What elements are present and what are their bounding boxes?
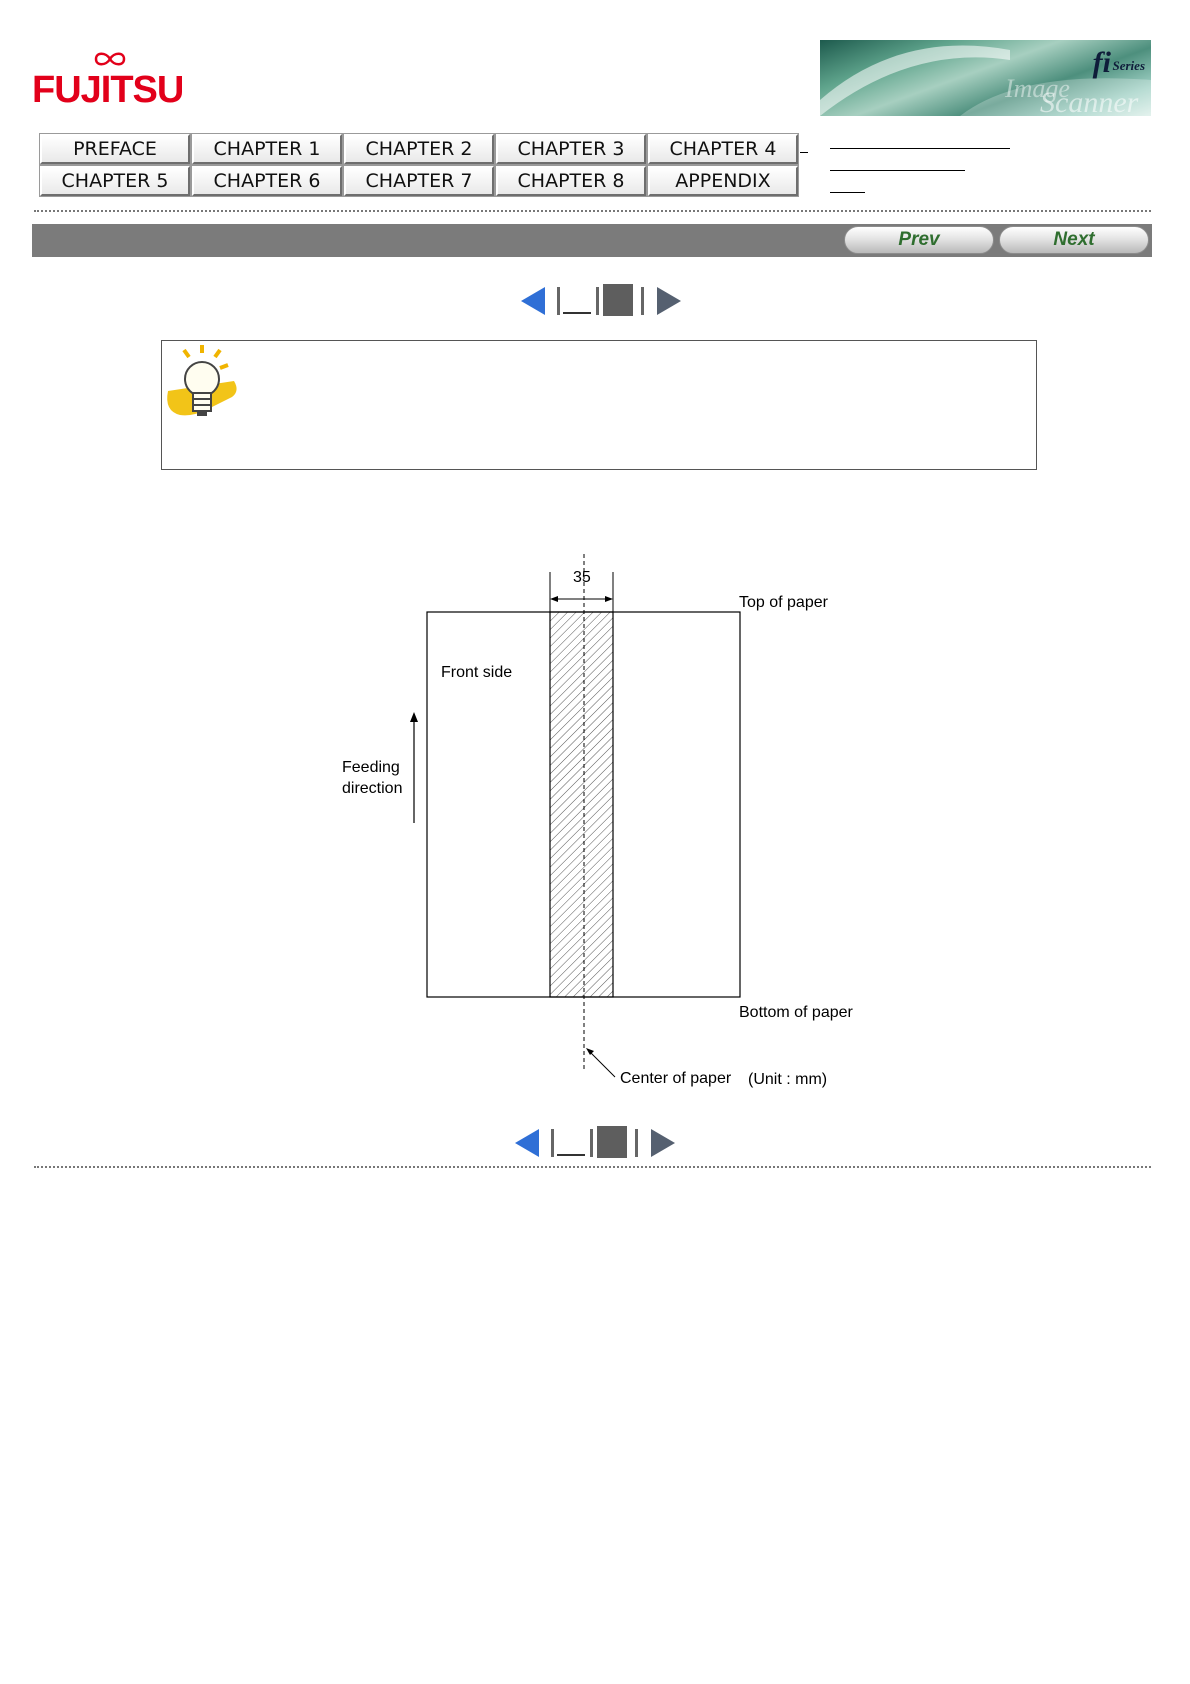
current-page-marker	[603, 284, 633, 316]
lightbulb-icon	[162, 341, 244, 423]
banner-scanner-text: Scanner	[1040, 86, 1139, 116]
chapter-button-8[interactable]: CHAPTER 8	[496, 166, 646, 196]
feeding-arrow-head	[410, 712, 418, 722]
left-arrow-icon[interactable]	[515, 1129, 539, 1157]
side-link-2[interactable]	[830, 170, 965, 171]
page-nav-bar	[551, 1129, 554, 1157]
page-toolbar	[32, 224, 1152, 257]
page-nav-bar	[590, 1129, 593, 1157]
left-arrow-icon[interactable]	[521, 287, 545, 315]
chapter-button-appendix[interactable]: APPENDIX	[648, 166, 798, 196]
chapter-button-7[interactable]: CHAPTER 7	[344, 166, 494, 196]
chapter-button-1[interactable]: CHAPTER 1	[192, 134, 342, 164]
bottom-of-paper-label: Bottom of paper	[739, 1004, 853, 1021]
chapter-navigation	[40, 134, 800, 198]
page-nav-bottom	[515, 1125, 685, 1161]
detection-strip	[550, 612, 613, 997]
side-link-1[interactable]	[830, 148, 1010, 149]
fujitsu-logo	[32, 50, 184, 111]
divider-top	[34, 210, 1151, 212]
unit-label: (Unit : mm)	[748, 1071, 828, 1088]
chapter-button-2[interactable]: CHAPTER 2	[344, 134, 494, 164]
right-arrow-icon[interactable]	[657, 287, 681, 315]
front-side-label: Front side	[441, 664, 513, 681]
next-button[interactable]: Next	[999, 226, 1149, 254]
chapter-button-4[interactable]: CHAPTER 4	[648, 134, 798, 164]
top-of-paper-label: Top of paper	[739, 594, 828, 611]
nav-tick	[800, 152, 808, 153]
feeding-label-2: direction	[342, 780, 403, 797]
prev-button[interactable]: Prev	[844, 226, 994, 254]
fi-series-banner	[820, 40, 1151, 116]
page-nav-underline	[557, 1154, 585, 1156]
center-pointer	[589, 1051, 615, 1077]
page-nav-bar	[635, 1129, 638, 1157]
chapter-button-3[interactable]: CHAPTER 3	[496, 134, 646, 164]
page-nav-top	[521, 283, 691, 319]
center-of-paper-label: Center of paper	[620, 1070, 732, 1087]
paper-diagram	[300, 540, 900, 1100]
feeding-label-1: Feeding	[342, 759, 400, 776]
center-pointer-head	[586, 1048, 594, 1055]
current-page-marker	[597, 1126, 627, 1158]
logo-text: FUJITSU	[32, 69, 184, 111]
banner-image-text: Image	[1005, 74, 1070, 103]
dimension-arrow-left	[550, 596, 558, 602]
dimension-arrow-right	[605, 596, 613, 602]
right-arrow-icon[interactable]	[651, 1129, 675, 1157]
page-nav-underline	[563, 312, 591, 314]
page-nav-bar	[641, 287, 644, 315]
chapter-button-5[interactable]: CHAPTER 5	[40, 166, 190, 196]
banner-fi: fi	[1092, 46, 1111, 79]
chapter-button-preface[interactable]: PREFACE	[40, 134, 190, 164]
page-nav-bar	[596, 287, 599, 315]
side-link-3[interactable]	[830, 192, 865, 193]
chapter-button-6[interactable]: CHAPTER 6	[192, 166, 342, 196]
hint-box	[161, 340, 1037, 470]
divider-bottom	[34, 1166, 1151, 1168]
width-label: 35	[573, 569, 591, 586]
page-nav-bar	[557, 287, 560, 315]
banner-series: Series	[1112, 58, 1145, 73]
